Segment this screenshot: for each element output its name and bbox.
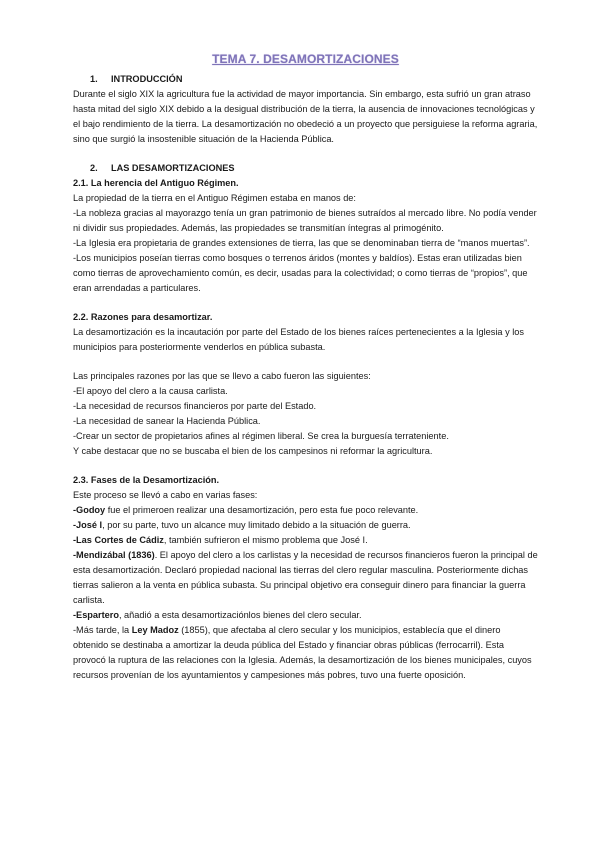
fase-name: -Godoy	[73, 505, 106, 515]
fase-prefix: -Más tarde, la	[73, 625, 132, 635]
subheading-fases: 2.3. Fases de la Desamortización.	[73, 475, 220, 485]
fase-name: -José I	[73, 520, 103, 530]
herencia-item-iglesia: -La Iglesia era propietaria de grandes extensiones de tierra, las que se denominaban tierra de “manos muertas”.	[73, 238, 530, 248]
fase-text: fue el primeroen realizar una desamortización, pero esta fue poco relevante.	[105, 505, 419, 515]
razones-item: -El apoyo del clero a la causa carlista.	[73, 386, 228, 396]
razones-item: -La necesidad de recursos financieros por parte del Estado.	[73, 401, 317, 411]
fase-text: . El apoyo del clero a los carlistas y la necesidad de recursos financieros fueron la principal de esta desamortización. Declaró propiedad nacional las tierras del clero regular masculina. Posteriormente dichas tierras salieron a la venta en pública subasta. Su principal objetivo era conseguir dinero para financiar la guerra carlista.	[73, 550, 538, 605]
fase-name: -Las Cortes de Cádiz	[73, 535, 164, 545]
heading-desamortizaciones	[90, 161, 538, 175]
razones-closing: Y cabe destacar que no se buscaba el bien de los campesinos ni reformar la agricultura.	[73, 446, 433, 456]
fase-mendizabal	[73, 548, 538, 608]
heading-introduccion	[90, 72, 538, 86]
razones-definition: La desamortización es la incautación por parte del Estado de los bienes raíces pertenecientes a la Iglesia y los municipios para posteriormente venderlos en pública subasta.	[73, 327, 524, 352]
heading-text: INTRODUCCIÓN	[111, 74, 183, 84]
document-title: TEMA 7. DESAMORTIZACIONES	[212, 52, 399, 66]
herencia-item-municipios: -Los municipios poseían tierras como bosques o terrenos áridos (montes y baldíos). Estas eran utilizadas bien como tierras de aprovechamiento común, es decir, usadas para la colectividad; o como tierras de “propios”, que eran arrendadas a particulares.	[73, 253, 528, 293]
fase-name: -Mendizábal (1836)	[73, 550, 155, 560]
fase-text: , también sufrieron el mismo problema que José I.	[163, 535, 368, 545]
fase-name: -Espartero	[73, 610, 119, 620]
fase-text: , por su parte, tuvo un alcance muy limitado debido a la situación de guerra.	[102, 520, 411, 530]
fase-text: , añadió a esta desamortizaciónlos bienes del clero secular.	[118, 610, 362, 620]
fase-espartero	[73, 608, 538, 623]
herencia-item-nobleza: -La nobleza gracias al mayorazgo tenía un gran patrimonio de bienes sutraídos al mercado libre. No podía vender ni dividir sus propiedades. Además, las propiedades se transmitían íntegras al primogénito.	[73, 208, 537, 233]
herencia-intro: La propiedad de la tierra en el Antiguo Régimen estaba en manos de:	[73, 193, 356, 203]
fase-text: (1855), que afectaba al clero secular y los municipios, establecía que el dinero obtenido se destinaba a amortizar la deuda pública del Estado y financiar obras públicas (ferrocarril). Esta provocó la ruptura de las relaciones con la Iglesia. Además, la desamortización de los bienes municipales, cuyos recursos provenían de los ayuntamientos y campesiones más pobres, tuvo una fuerte oposición.	[73, 625, 532, 680]
razones-item: -Crear un sector de propietarios afines al régimen liberal. Se crea la burguesía terrateniente.	[73, 431, 449, 441]
fase-godoy	[73, 503, 538, 518]
fase-cadiz	[73, 533, 538, 548]
razones-intro: Las principales razones por las que se llevo a cabo fueron las siguientes:	[73, 371, 371, 381]
razones-item: -La necesidad de sanear la Hacienda Pública.	[73, 416, 261, 426]
fase-madoz	[73, 623, 538, 683]
subheading-razones: 2.2. Razones para desamortizar.	[73, 312, 213, 322]
intro-paragraph: Durante el siglo XIX la agricultura fue la actividad de mayor importancia. Sin embargo, esta sufrió un gran atraso hasta mitad del siglo XIX debido a la desigual distribución de la tierra, la ausencia de innovaciones tecnológicas y el bajo rendimiento de la tierra. La desamortización no obedeció a un proyecto que persiguiese la reforma agraria, sino que surgió la insostenible situación de la Hacienda Pública.	[73, 89, 538, 144]
fase-jose	[73, 518, 538, 533]
fases-intro: Este proceso se llevó a cabo en varias fases:	[73, 490, 258, 500]
heading-text: LAS DESAMORTIZACIONES	[111, 163, 235, 173]
subheading-herencia: 2.1. La herencia del Antiguo Régimen.	[73, 178, 239, 188]
heading-number: 2.	[90, 163, 98, 173]
heading-number: 1.	[90, 74, 98, 84]
fase-name: Ley Madoz	[131, 625, 179, 635]
